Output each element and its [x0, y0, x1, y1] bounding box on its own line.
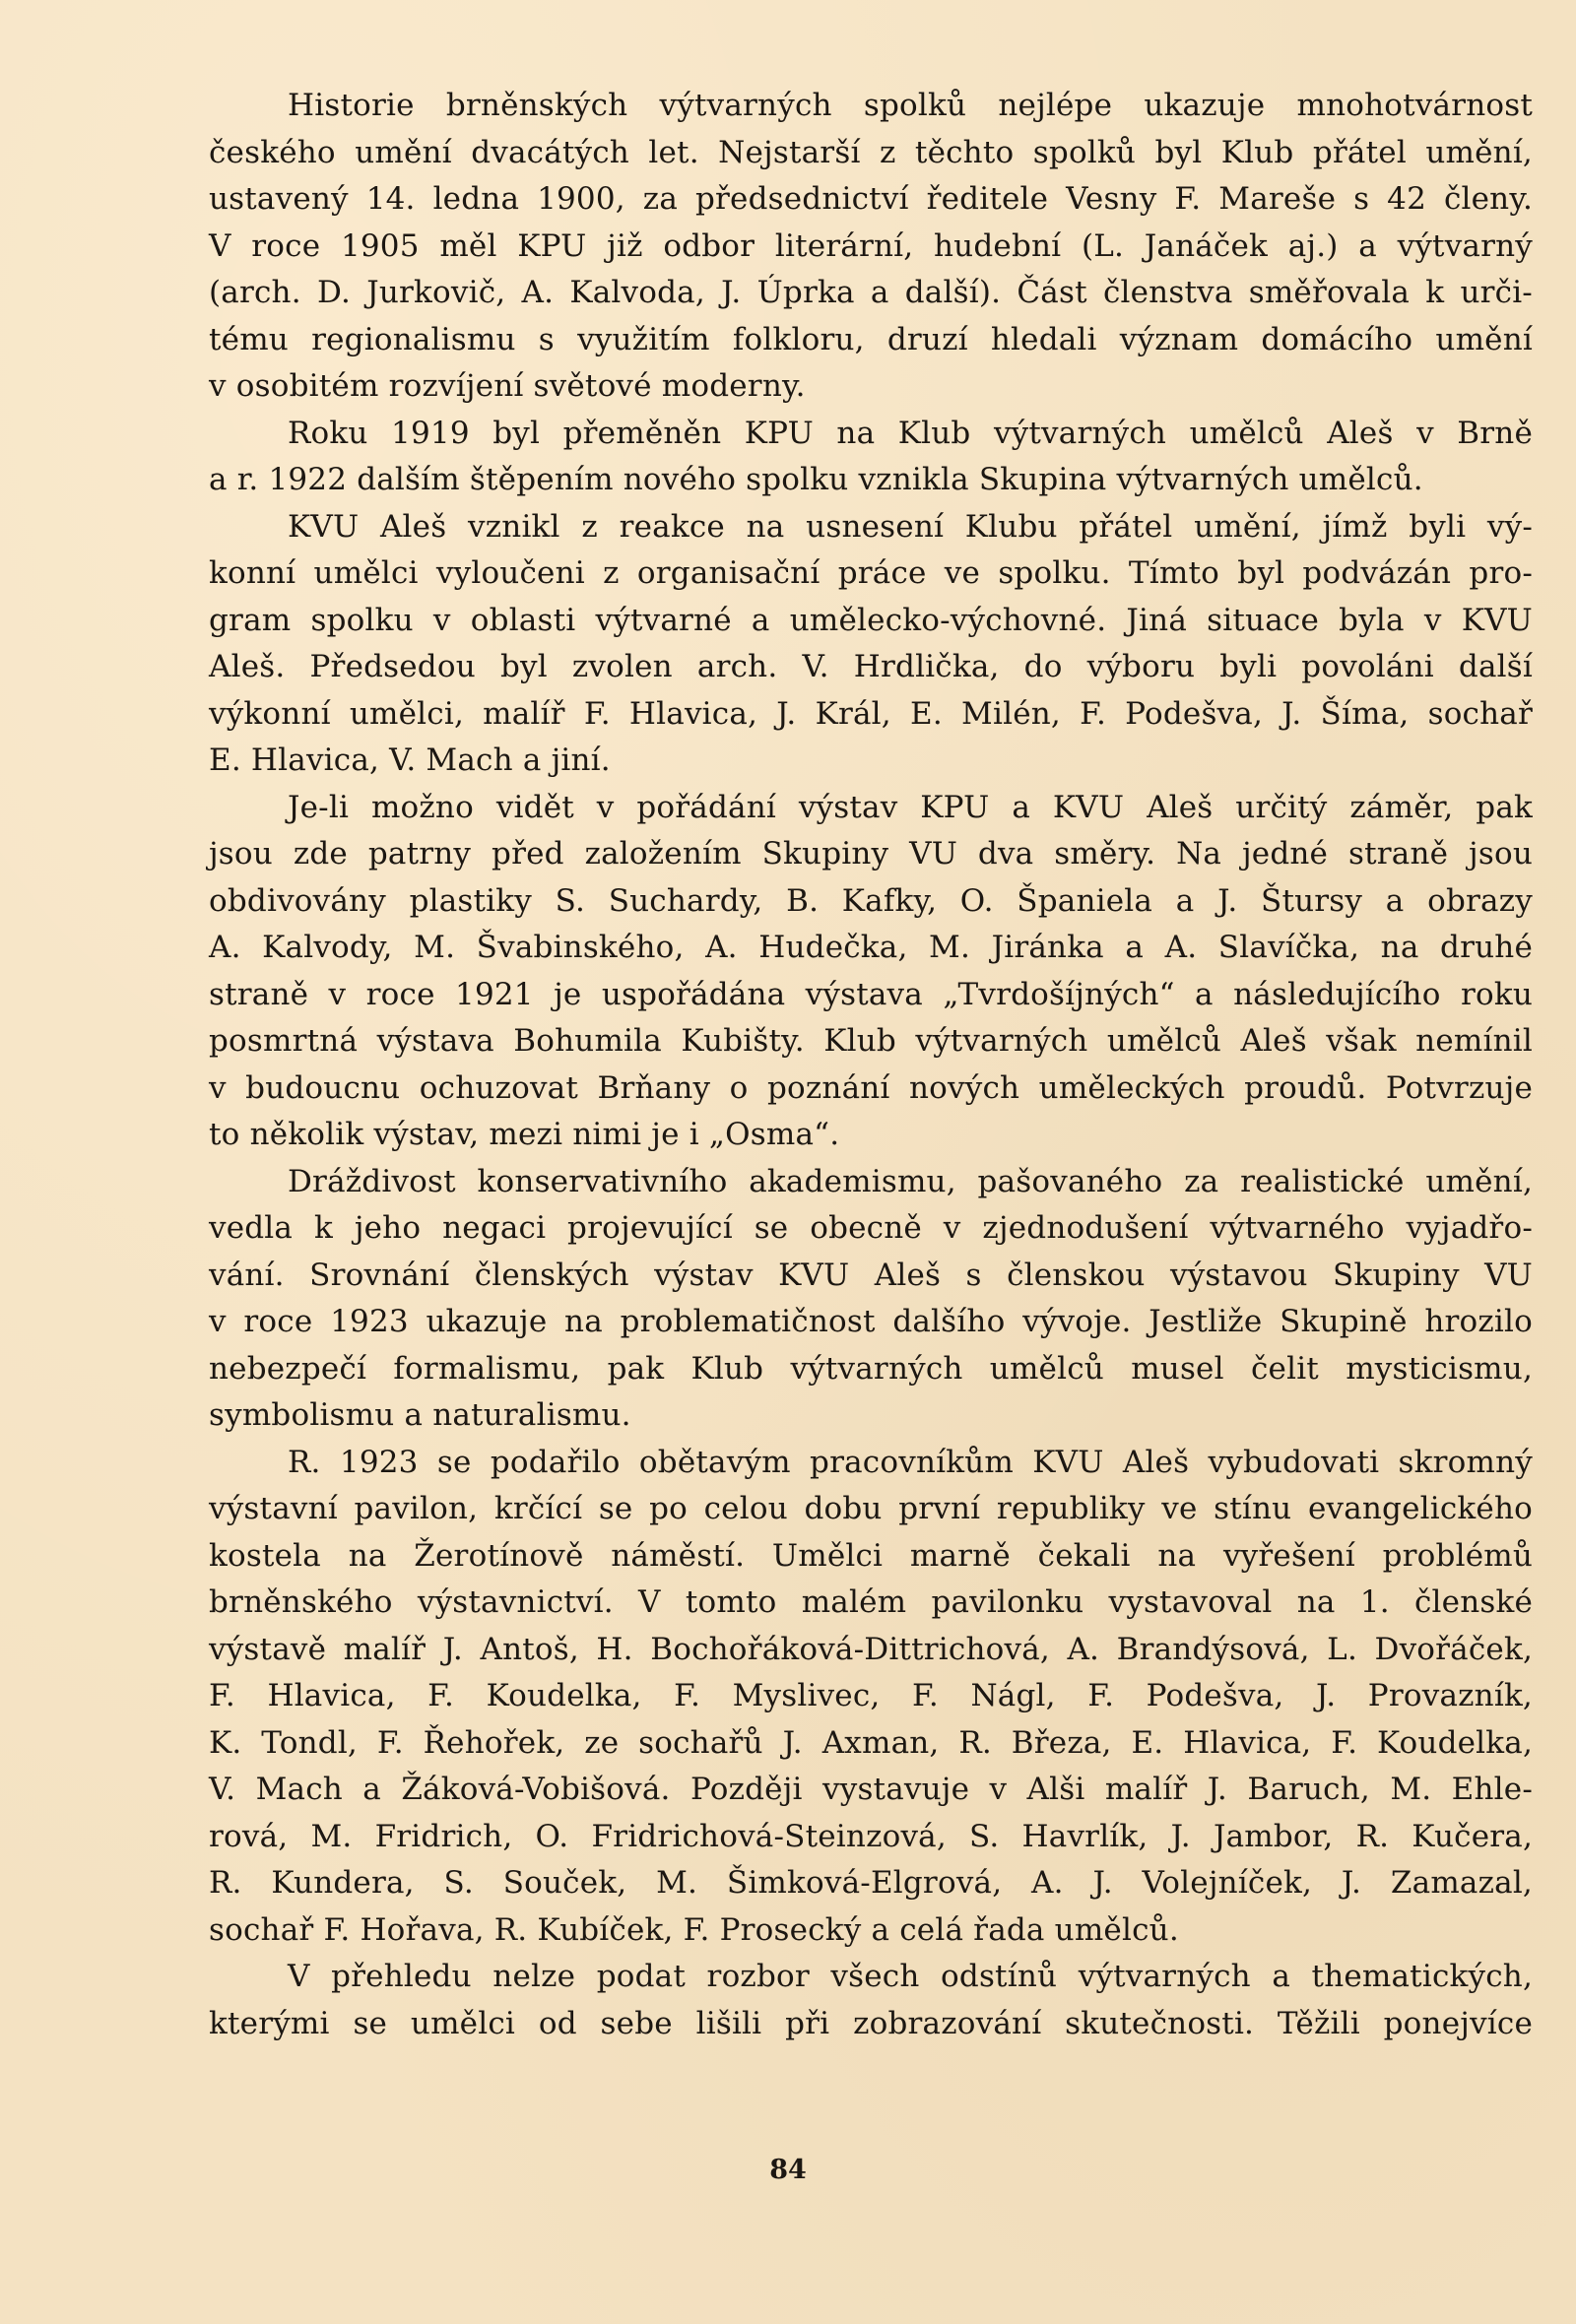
text-line: ustavený 14. ledna 1900, za předsednictví ředitele Vesny F. Mareše s 42 členy.	[209, 181, 1533, 217]
text-line: vedla k jeho negaci projevující se obecně v zjednodušení výtvarného vyjadřo-	[209, 1210, 1533, 1246]
text-line: vání. Srovnání členských výstav KVU Aleš s členskou výstavou Skupiny VU	[209, 1257, 1533, 1293]
text-line: posmrtná výstava Bohumila Kubišty. Klub výtvarných umělců Aleš však nemínil	[209, 1023, 1533, 1059]
text-line: obdivovány plastiky S. Suchardy, B. Kafky, O. Španiela a J. Štursy a obrazy	[209, 882, 1533, 919]
paragraph	[209, 1440, 1533, 1955]
text-line: v roce 1923 ukazuje na problematičnost dalšího vývoje. Jestliže Skupině hrozilo	[209, 1304, 1533, 1339]
text-line: v osobitém rozvíjení světové moderny.	[209, 368, 806, 404]
text-line: gram spolku v oblasti výtvarné a umělecko-výchovné. Jiná situace byla v KVU	[209, 602, 1533, 638]
text-line: R. 1923 se podařilo obětavým pracovníkům KVU Aleš vybudovati skromný	[288, 1444, 1533, 1480]
text-line: jsou zde patrny před založením Skupiny VU dva směry. Na jedné straně jsou	[209, 836, 1533, 872]
text-line: straně v roce 1921 je uspořádána výstava „Tvrdošíjných“ a následujícího roku	[209, 976, 1533, 1012]
text-line: KVU Aleš vznikl z reakce na usnesení Klubu přátel umění, jímž byli vý-	[288, 508, 1533, 545]
page-number: 84	[769, 2155, 807, 2185]
text-line: nebezpečí formalismu, pak Klub výtvarných umělců musel čelit mysticismu,	[209, 1350, 1533, 1387]
text-line: výstavě malíř J. Antoš, H. Bochořáková-Dittrichová, A. Brandýsová, L. Dvořáček,	[209, 1631, 1533, 1667]
text-line: konní umělci vyloučeni z organisační práce ve spolku. Tímto byl podvázán pro-	[209, 555, 1533, 591]
text-line: Aleš. Předsedou byl zvolen arch. V. Hrdlička, do výboru byli povoláni další	[209, 649, 1533, 684]
paragraph	[209, 504, 1533, 785]
page-body-text	[209, 83, 1533, 2047]
paragraph	[209, 1954, 1533, 2047]
text-line: V. Mach a Žáková-Vobišová. Později vystavuje v Alši malíř J. Baruch, M. Ehle-	[209, 1772, 1533, 1807]
text-line: R. Kundera, S. Souček, M. Šimková-Elgrová, A. J. Volejníček, J. Zamazal,	[209, 1865, 1533, 1901]
text-line: rová, M. Fridrich, O. Fridrichová-Steinzová, S. Havrlík, J. Jambor, R. Kučera,	[209, 1818, 1533, 1854]
text-line: Historie brněnských výtvarných spolků nejlépe ukazuje mnohotvárnost	[288, 88, 1533, 123]
text-line: Dráždivost konservativního akademismu, pašovaného za realistické umění,	[288, 1163, 1533, 1199]
text-line: Je-li možno vidět v pořádání výstav KPU a KVU Aleš určitý záměr, pak	[288, 789, 1533, 825]
text-line: K. Tondl, F. Řehořek, ze sochařů J. Axman, R. Březa, E. Hlavica, F. Koudelka,	[209, 1724, 1533, 1761]
text-line: brněnského výstavnictví. V tomto malém pavilonku vystavoval na 1. členské	[209, 1584, 1533, 1620]
text-line: kostela na Žerotínově náměstí. Umělci marně čekali na vyřešení problémů	[209, 1537, 1533, 1574]
text-line: V roce 1905 měl KPU již odbor literární, hudební (L. Janáček aj.) a výtvarný	[209, 227, 1533, 264]
text-line: (arch. D. Jurkovič, A. Kalvoda, J. Úprka a další). Část členstva směřovala k urči-	[209, 275, 1533, 310]
paragraph	[209, 83, 1533, 411]
text-line: F. Hlavica, F. Koudelka, F. Myslivec, F. Nágl, F. Podešva, J. Provazník,	[209, 1678, 1533, 1713]
text-line: Roku 1919 byl přeměněn KPU na Klub výtvarných umělců Aleš v Brně	[288, 415, 1533, 451]
text-line: V přehledu nelze podat rozbor všech odstínů výtvarných a thematických,	[288, 1959, 1533, 1994]
text-line: výstavní pavilon, krčící se po celou dobu první republiky ve stínu evangelického	[209, 1491, 1533, 1526]
text-line: E. Hlavica, V. Mach a jiní.	[209, 742, 611, 778]
text-line: tému regionalismu s využitím folkloru, druzí hledali význam domácího umění	[209, 321, 1533, 357]
text-line: sochař F. Hořava, R. Kubíček, F. Prosecký a celá řada umělců.	[209, 1911, 1179, 1948]
text-line: výkonní umělci, malíř F. Hlavica, J. Král, E. Milén, F. Podešva, J. Šíma, sochař	[209, 695, 1533, 732]
text-line: českého umění dvacátých let. Nejstarší z těchto spolků byl Klub přátel umění,	[209, 134, 1533, 170]
text-line: symbolismu a naturalismu.	[209, 1397, 631, 1433]
text-line: kterými se umělci od sebe lišili při zobrazování skutečnosti. Těžili ponejvíce	[209, 2005, 1533, 2041]
text-line: a r. 1922 dalším štěpením nového spolku vznikla Skupina výtvarných umělců.	[209, 462, 1423, 497]
paragraph	[209, 785, 1533, 1159]
text-line: v budoucnu ochuzovat Brňany o poznání nových uměleckých proudů. Potvrzuje	[209, 1069, 1533, 1106]
text-line: to několik výstav, mezi nimi je i „Osma“.	[209, 1117, 840, 1152]
text-line: A. Kalvody, M. Švabinského, A. Hudečka, M. Jiránka a A. Slavíčka, na druhé	[209, 930, 1533, 965]
paragraph	[209, 411, 1533, 504]
paragraph	[209, 1159, 1533, 1440]
